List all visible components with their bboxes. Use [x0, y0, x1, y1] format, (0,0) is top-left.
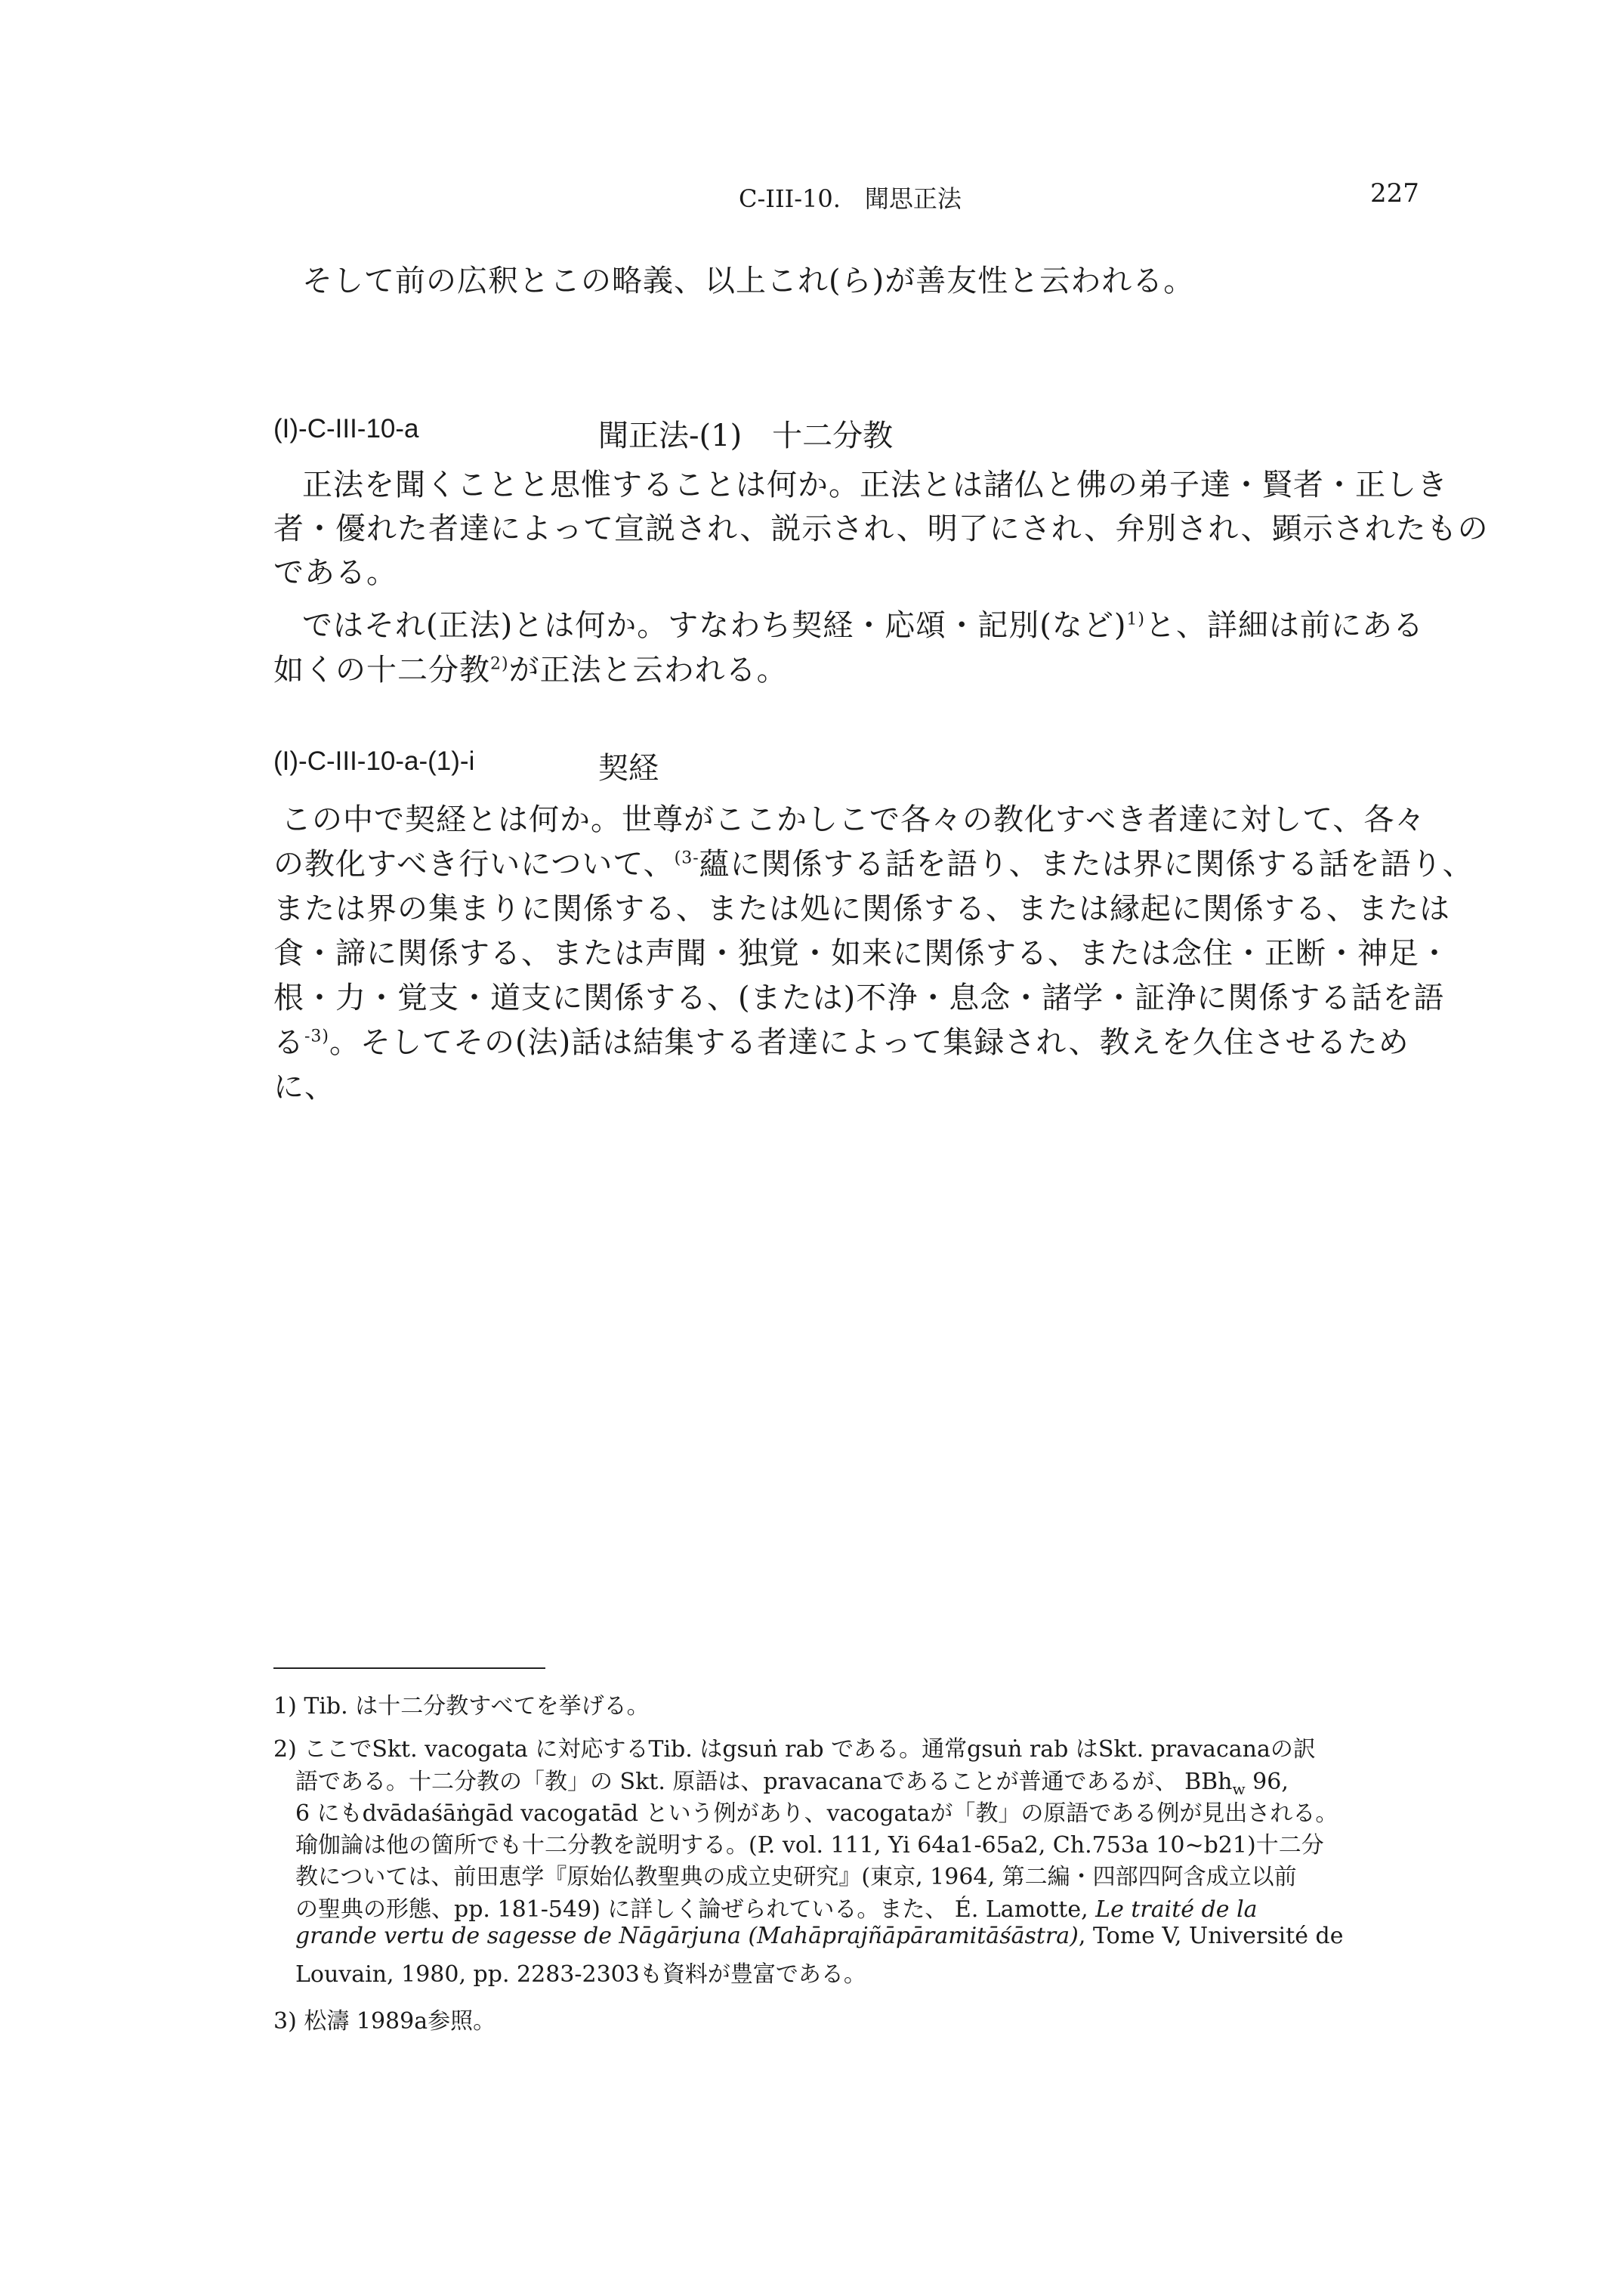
- section-a-line: 正法を聞くことと思惟することは何か。正法とは諸仏と佛の弟子達・賢者・正しき: [302, 468, 1448, 502]
- section-a-line: 如くの十二分教$^{2)}$が正法と云われる。: [273, 653, 788, 688]
- section-a-id: (I)-C-III-10-a: [273, 414, 419, 443]
- section-b-line: 根・力・覚支・道支に関係する、(または)不浄・息念・諸学・証浄に関係する話を語: [273, 981, 1445, 1015]
- footnote-ref-3-open[interactable]: (3-: [674, 848, 699, 868]
- section-a-line: である。: [273, 555, 397, 590]
- section-b-id: (I)-C-III-10-a-(1)-i: [273, 746, 475, 776]
- footnote-2-line: 6 にもdvādaśāṅgād vacogatād という例があり、vacogataが「教」の原語である例が見出される。: [295, 1800, 1338, 1827]
- footnote-2-line: grande vertu de sagesse de Nāgārjuna (Mahāprajñāpāramitāśāstra), Tome V, Université de: [295, 1923, 1344, 1949]
- footnote-2-line: 語である。十二分教の「教」の Skt. 原語は、pravacanaであることが普通であるが、 BBh$_w$ 96,: [295, 1769, 1289, 1798]
- footnote-2-line: Louvain, 1980, pp. 2283-2303も資料が豊富である。: [295, 1961, 866, 1988]
- running-header-title: C-III-10. 聞思正法: [739, 184, 962, 213]
- section-b-line: 食・諦に関係する、または声聞・独覚・如来に関係する、または念住・正断・神足・: [273, 936, 1450, 971]
- footnote-2-line: 2) ここでSkt. vacogata に対応するTib. はgsuṅ rab である。通常gsuṅ rab はSkt. pravacanaの訳: [273, 1736, 1316, 1763]
- section-b-line: る$^{-3)}$。そしてその(法)話は結集する者達によって集録され、教えを久住させるため: [273, 1025, 1409, 1060]
- section-b-line: の教化すべき行いについて、$^{(3-}$蘊に関係する話を語り、または界に関係する話を語り、: [273, 847, 1474, 882]
- footnote-ref-2[interactable]: 2): [490, 654, 509, 674]
- footnote-ref-1[interactable]: 1): [1126, 610, 1146, 629]
- footnote-2-line: 教については、前田恵学『原始仏教聖典の成立史研究』(東京, 1964, 第二編・四部四阿含成立以前: [295, 1864, 1297, 1890]
- section-b-title: 契経: [598, 751, 659, 786]
- section-a-line: 者・優れた者達によって宣説され、説示され、明了にされ、弁別され、顕示されたもの: [273, 511, 1489, 546]
- footnote-1: 1) Tib. は十二分教すべてを挙げる。: [273, 1693, 650, 1720]
- section-b-line: に、: [273, 1070, 335, 1105]
- section-b-line: この中で契経とは何か。世尊がここかしこで各々の教化すべき者達に対して、各々: [281, 802, 1426, 837]
- intro-paragraph: そして前の広釈とこの略義、以上これ(ら)が善友性と云われる。: [302, 264, 1195, 298]
- section-b-line: または界の集まりに関係する、または処に関係する、または縁起に関係する、または: [273, 892, 1450, 926]
- footnote-2-line: の聖典の形態、pp. 181-549) に詳しく論ぜられている。また、 É. Lamotte, Le traité de la: [295, 1896, 1258, 1923]
- section-a-line: ではそれ(正法)とは何か。すなわち契経・応頌・記別(など)$^{1)}$と、詳細は前にある: [302, 608, 1425, 643]
- footnote-2-line: 瑜伽論は他の箇所でも十二分教を説明する。(P. vol. 111, Yi 64a1-65a2, Ch.753a 10~b21)十二分: [295, 1832, 1324, 1859]
- footnote-divider: [273, 1667, 545, 1669]
- page-number: 227: [1370, 178, 1419, 209]
- section-a-title: 聞正法-(1) 十二分教: [598, 419, 894, 453]
- footnote-3: 3) 松濤 1989a参照。: [273, 2008, 496, 2035]
- footnote-ref-3-close[interactable]: -3): [304, 1027, 330, 1046]
